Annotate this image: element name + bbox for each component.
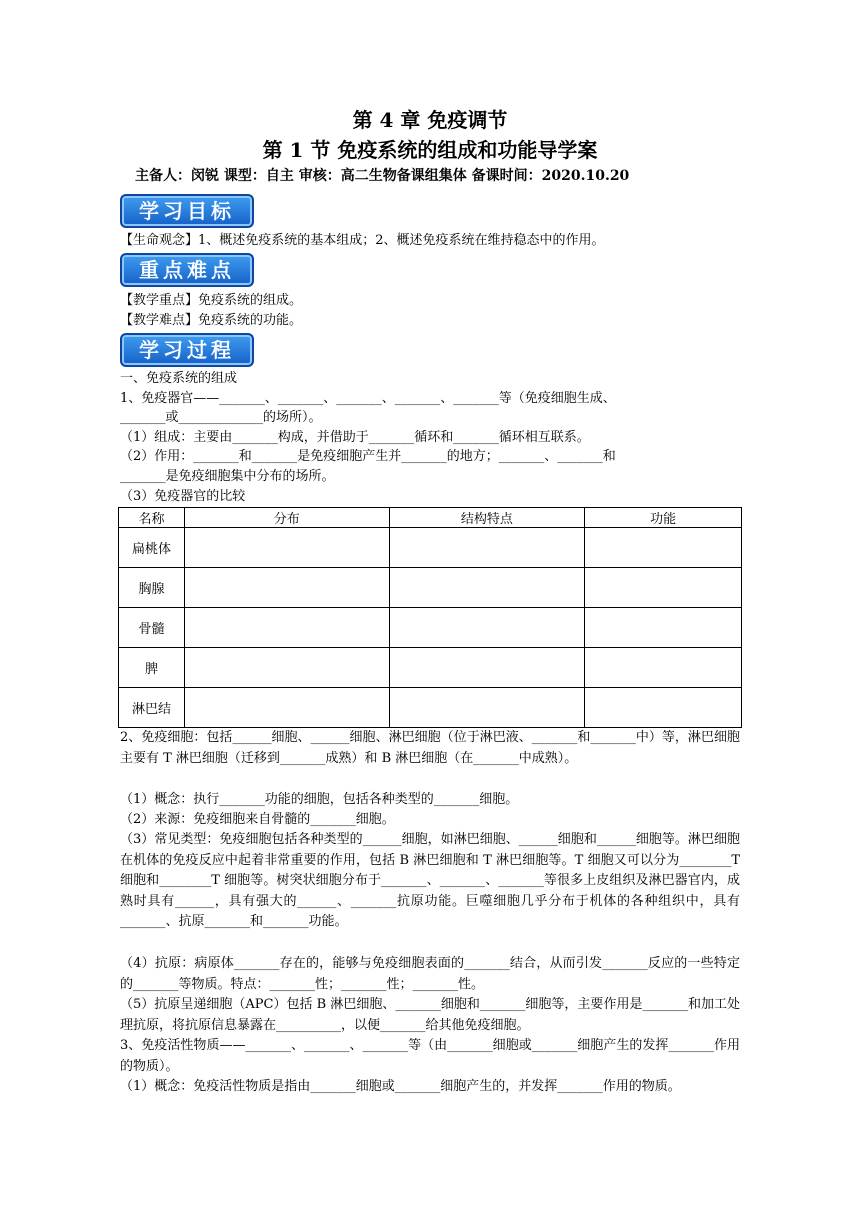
answer-cell[interactable] (585, 568, 742, 608)
goals-text: 【生命观念】1、概述免疫系统的基本组成；2、概述免疫系统在维持稳态中的作用。 (120, 233, 605, 248)
row-label: 淋巴结 (119, 688, 185, 728)
row-label: 扁桃体 (119, 528, 185, 568)
active-substances-concept: （1）概念：免疫活性物质是指由_______细胞或_______细胞产生的，并发挥_______作用的物质。 (120, 1079, 681, 1094)
chapter-title: 第 4 章 免疫调节 (352, 108, 508, 132)
answer-cell[interactable] (184, 528, 389, 568)
table-header-row (119, 508, 742, 528)
source-paragraph: （2）来源：免疫细胞来自骨髓的_______细胞。 (120, 812, 395, 827)
apc-paragraph: （5）抗原呈递细胞（APC）包括 B 淋巴细胞、_______细胞和_______细胞等，主要作用是_______和加工处理抗原，将抗原信息暴露在__________，以便_______给其他免疫细胞。 (120, 997, 740, 1033)
answer-cell[interactable] (389, 568, 585, 608)
meta-info: 主备人：闵锐 课型：自主 审核：高二生物备课组集体 备课时间：2020.10.20 (135, 168, 630, 184)
header-distribution: 分布 (184, 508, 389, 528)
section-title: 第 1 节 免疫系统的组成和功能导学案 (262, 138, 598, 162)
concept-paragraph: （1）概念：执行_______功能的细胞，包括各种类型的_______细胞。 (120, 792, 519, 807)
immune-organ-comparison-table (118, 507, 742, 728)
table-row (119, 688, 742, 728)
composition-line: （1）组成：主要由_______构成，并借助于_______循环和_______循环相互联系。 (120, 430, 590, 445)
row-label: 脾 (119, 648, 185, 688)
answer-cell[interactable] (585, 648, 742, 688)
function-line2: _______是免疫细胞集中分布的场所。 (120, 469, 335, 484)
function-line1: （2）作用：_______和_______是免疫细胞产生并_______的地方；_______、_______和 (120, 449, 616, 464)
answer-cell[interactable] (184, 568, 389, 608)
answer-cell[interactable] (184, 648, 389, 688)
banner-learning-goals: 学习目标 (120, 194, 254, 228)
comparison-heading: （3）免疫器官的比较 (120, 489, 246, 504)
section-heading: 一、免疫系统的组成 (120, 371, 238, 386)
table-row (119, 648, 742, 688)
answer-cell[interactable] (585, 688, 742, 728)
header-name: 名称 (119, 508, 185, 528)
teaching-focus: 【教学重点】免疫系统的组成。 (120, 293, 303, 308)
answer-cell[interactable] (389, 528, 585, 568)
row-label: 骨髓 (119, 608, 185, 648)
teaching-difficulty: 【教学难点】免疫系统的功能。 (120, 313, 303, 328)
banner-learning-process: 学习过程 (120, 333, 254, 367)
antigen-paragraph: （4）抗原：病原体_______存在的，能够与免疫细胞表面的_______结合，从而引发_______反应的一些特定的_______等物质。特点：_______性；_______性；_______性。 (120, 956, 740, 992)
answer-cell[interactable] (184, 608, 389, 648)
banner-key-points: 重点难点 (120, 253, 254, 287)
immune-organs-line2: _______或_____________的场所）。 (120, 410, 322, 425)
answer-cell[interactable] (389, 608, 585, 648)
header-function: 功能 (585, 508, 742, 528)
row-label: 胸腺 (119, 568, 185, 608)
answer-cell[interactable] (389, 688, 585, 728)
active-substances-paragraph: 3、免疫活性物质——_______、_______、_______等（由_______细胞或_______细胞产生的发挥_______作用的物质）。 (120, 1038, 740, 1074)
table-row (119, 528, 742, 568)
immune-cells-paragraph: 2、免疫细胞：包括______细胞、______细胞、淋巴细胞（位于淋巴液、_______和_______中）等，淋巴细胞主要有 T 淋巴细胞（迁移到_______成熟）和 B 淋巴细胞（在_______中成熟）。 (120, 730, 740, 766)
header-structure: 结构特点 (389, 508, 585, 528)
immune-organs-line1: 1、免疫器官——_______、_______、_______、_______、_______等（免疫细胞生成、 (120, 391, 616, 406)
answer-cell[interactable] (184, 688, 389, 728)
answer-cell[interactable] (585, 608, 742, 648)
cell-types-paragraph: （3）常见类型：免疫细胞包括各种类型的______细胞，如淋巴细胞、______细胞和______细胞等。淋巴细胞在机体的免疫反应中起着非常重要的作用，包括 B 淋巴细胞和 T 淋巴细胞等。T 细胞又可以分为________T 细胞和________T 细胞等。树突状细胞分布于_______、_______、_______等很多上皮组织及淋巴器官内，成熟时具有______，具有强大的______、_______抗原功能。巨噬细胞几乎分布于机体的各种组织中，具有_______、抗原_______和_______功能。 (120, 832, 740, 930)
answer-cell[interactable] (389, 648, 585, 688)
table-row (119, 568, 742, 608)
table-row (119, 608, 742, 648)
answer-cell[interactable] (585, 528, 742, 568)
